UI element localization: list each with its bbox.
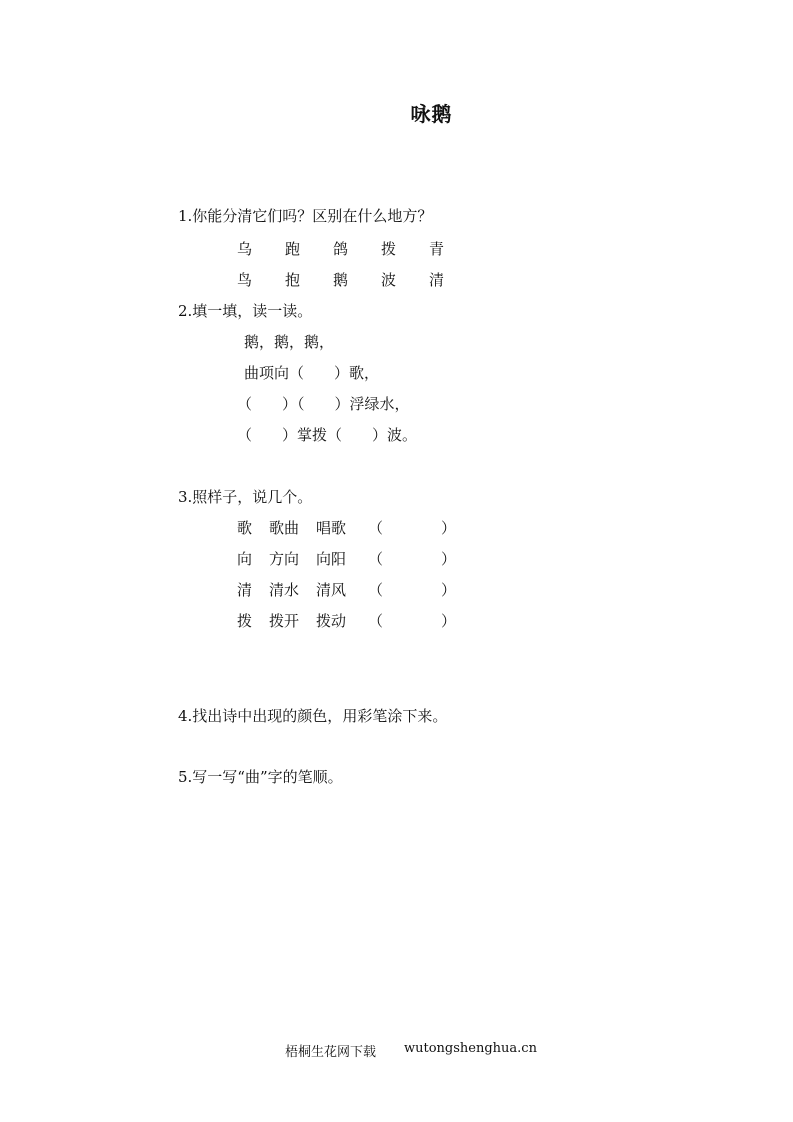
base-char: 清 — [237, 581, 253, 599]
question-4-prompt: 4.找出诗中出现的颜色，用彩笔涂下来。 — [178, 707, 448, 725]
poem-line: 曲项向（ ）歌， — [244, 364, 380, 382]
blank-open-paren: （ — [368, 581, 384, 599]
blank-close-paren: ） — [441, 519, 457, 537]
char-cell: 乌 — [237, 240, 253, 258]
char-cell: 鸽 — [333, 240, 349, 258]
poem-line: （ ）掌拨（ ）波。 — [237, 426, 418, 444]
poem-line: 鹅，鹅，鹅， — [244, 333, 335, 351]
char-cell: 波 — [381, 271, 397, 289]
char-cell: 鹅 — [333, 271, 349, 289]
base-char: 拨 — [237, 612, 253, 630]
base-char: 向 — [237, 550, 253, 568]
example-word: 歌曲 — [269, 519, 300, 537]
char-cell: 鸟 — [237, 271, 253, 289]
example-word: 拨开 — [269, 612, 300, 630]
blank-close-paren: ） — [441, 581, 457, 599]
example-word: 向阳 — [316, 550, 347, 568]
footer-site-name: 梧桐生花网下载 — [285, 1045, 377, 1060]
char-cell: 抱 — [285, 271, 301, 289]
blank-open-paren: （ — [368, 612, 384, 630]
page-title: 咏鹅 — [410, 102, 453, 126]
base-char: 歌 — [237, 519, 253, 537]
example-word: 方向 — [269, 550, 300, 568]
char-cell: 跑 — [285, 240, 301, 258]
question-1-prompt: 1.你能分清它们吗？区别在什么地方？ — [178, 207, 433, 225]
example-word: 拨动 — [316, 612, 347, 630]
char-cell: 拨 — [381, 240, 397, 258]
char-cell: 青 — [429, 240, 445, 258]
example-word: 清风 — [316, 581, 347, 599]
example-word: 清水 — [269, 581, 300, 599]
blank-open-paren: （ — [368, 550, 384, 568]
footer-url[interactable]: wutongshenghua.cn — [404, 1041, 537, 1056]
question-3-prompt: 3.照样子，说几个。 — [178, 488, 313, 506]
blank-open-paren: （ — [368, 519, 384, 537]
poem-line: （ ）（ ）浮绿水， — [237, 395, 410, 413]
char-cell: 清 — [429, 271, 445, 289]
question-2-prompt: 2.填一填，读一读。 — [178, 302, 313, 320]
blank-close-paren: ） — [441, 612, 457, 630]
blank-close-paren: ） — [441, 550, 457, 568]
example-word: 唱歌 — [316, 519, 347, 537]
question-5-prompt: 5.写一写“曲”字的笔顺。 — [178, 768, 343, 786]
